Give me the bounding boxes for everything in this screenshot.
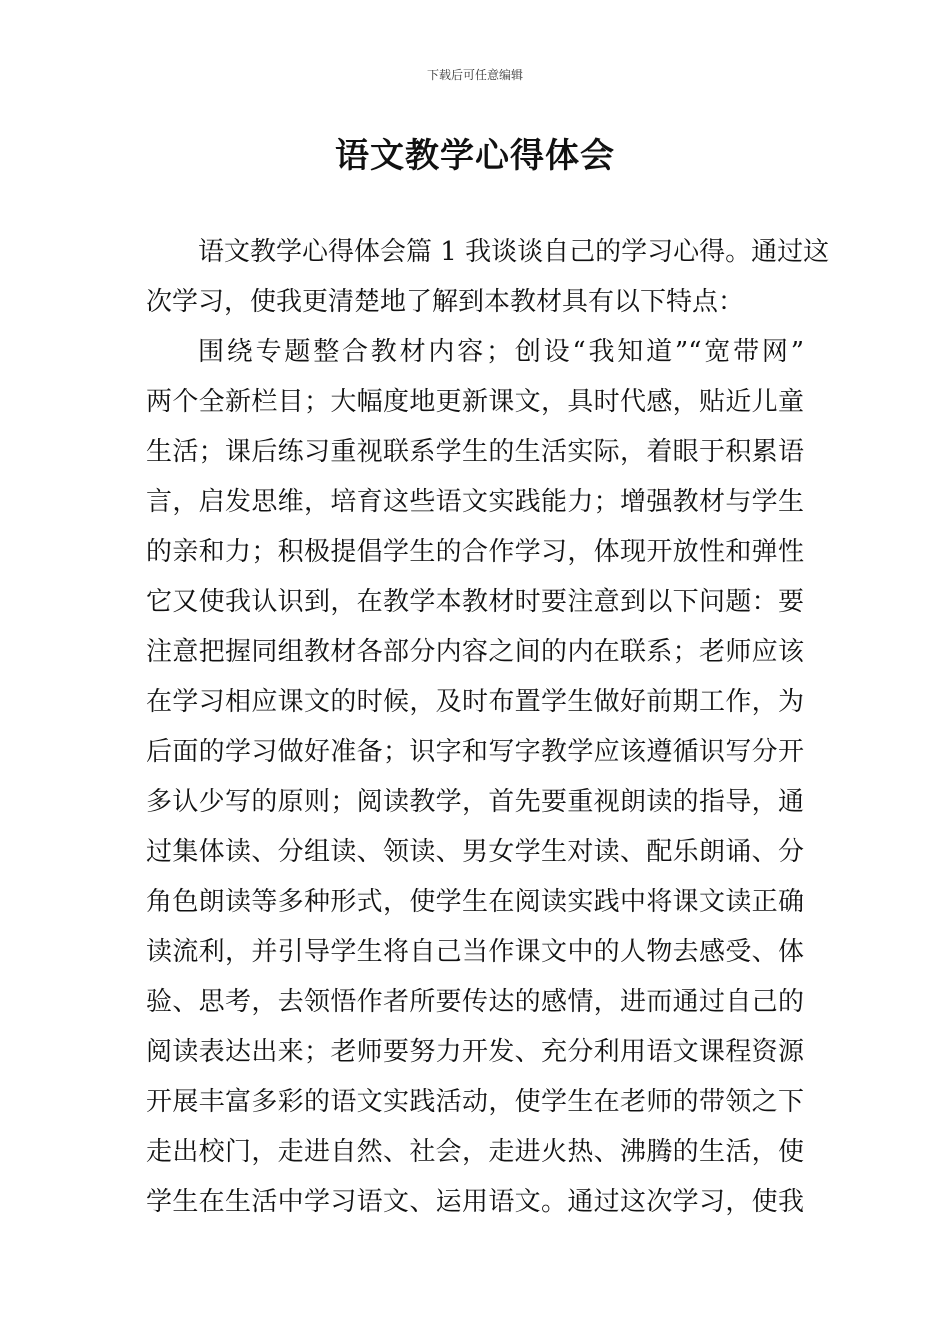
- text-line: 阅读表达出来；老师要努力开发、充分利用语文课程资源: [146, 1037, 804, 1067]
- text-line: 角色朗读等多种形式，使学生在阅读实践中将课文读正确: [146, 887, 804, 917]
- text-line: 围绕专题整合教材内容；创设“我知道”“宽带网”: [198, 337, 804, 367]
- text-line: 过集体读、分组读、领读、男女学生对读、配乐朗诵、分: [146, 837, 804, 867]
- text-line: 在学习相应课文的时候，及时布置学生做好前期工作，为: [146, 687, 804, 717]
- text-line: 言，启发思维，培育这些语文实践能力；增强教材与学生: [146, 487, 804, 517]
- text-line: 次学习，使我更清楚地了解到本教材具有以下特点：: [146, 287, 745, 317]
- text-line: 读流利，并引导学生将自己当作课文中的人物去感受、体: [146, 937, 804, 967]
- page-title: 语文教学心得体会: [335, 136, 615, 176]
- header-note: 下载后可任意编辑: [426, 68, 523, 82]
- text-line: 开展丰富多彩的语文实践活动，使学生在老师的带领之下: [146, 1087, 804, 1117]
- document-body: [146, 227, 830, 1227]
- text-line: 后面的学习做好准备；识字和写字教学应该遵循识写分开: [146, 737, 804, 767]
- text-line: 它又使我认识到，在教学本教材时要注意到以下问题：要: [146, 587, 804, 617]
- text-line: 两个全新栏目；大幅度地更新课文，具时代感，贴近儿童: [146, 387, 804, 417]
- text-line: 语文教学心得体会篇 1 我谈谈自己的学习心得。通过这: [198, 237, 830, 267]
- text-line: 生活；课后练习重视联系学生的生活实际，着眼于积累语: [146, 437, 804, 467]
- text-line: 学生在生活中学习语文、运用语文。通过这次学习，使我: [146, 1187, 804, 1217]
- text-line: 多认少写的原则；阅读教学，首先要重视朗读的指导，通: [146, 787, 804, 817]
- text-line: 验、思考，去领悟作者所要传达的感情，进而通过自己的: [146, 987, 804, 1017]
- text-line: 注意把握同组教材各部分内容之间的内在联系；老师应该: [146, 637, 804, 667]
- text-line: 的亲和力；积极提倡学生的合作学习，体现开放性和弹性: [146, 537, 804, 567]
- text-line: 走出校门，走进自然、社会，走进火热、沸腾的生活，使: [146, 1137, 804, 1167]
